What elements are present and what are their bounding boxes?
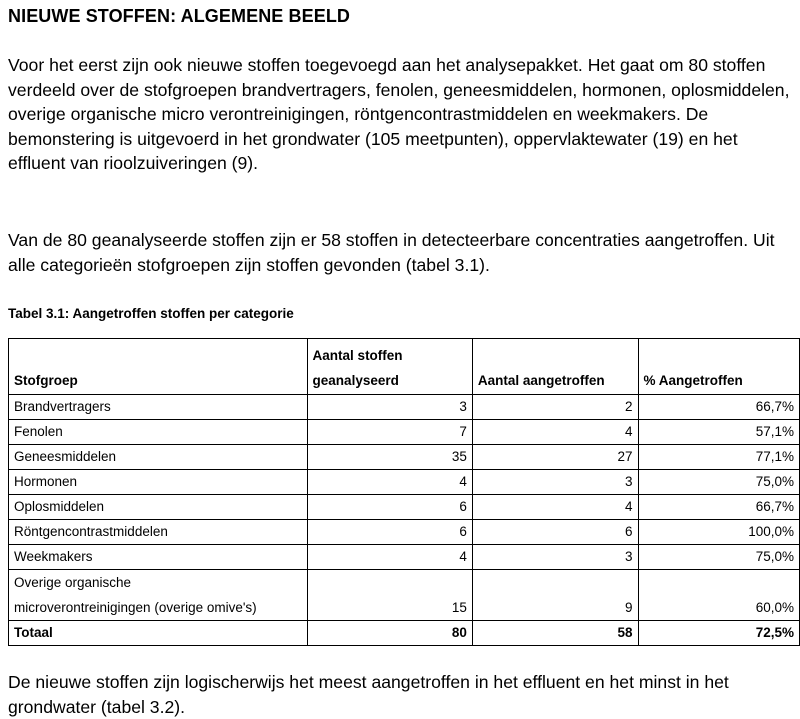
cell-group: Hormonen — [9, 470, 308, 495]
cell-group: Fenolen — [9, 420, 308, 445]
cell-group: Weekmakers — [9, 545, 308, 570]
cell-analysed: 3 — [307, 395, 472, 420]
cell-group: Röntgencontrastmiddelen — [9, 520, 308, 545]
cell-group — [9, 570, 308, 621]
header-analysed-line1: Aantal stoffen — [312, 348, 403, 363]
cell-group-line2: microverontreinigingen (overige omive's) — [14, 600, 257, 615]
table-row — [9, 420, 800, 445]
intro-paragraph: Voor het eerst zijn ook nieuwe stoffen toegevoegd aan het analysepakket. Het gaat om 80 stoffen verdeeld over de stofgroepen brandvertragers, fenolen, geneesmiddelen, hormonen, oplosmiddelen, overige organische micro verontreinigingen, röntgencontrastmiddelen en weekmakers. De bemonstering is uitgevoerd in het grondwater (105 meetpunten), oppervlaktewater (19) en het effluent van rioolzuiveringen (9). — [8, 55, 790, 174]
cell-percentage: 75,0% — [638, 470, 799, 495]
cell-analysed: 35 — [307, 445, 472, 470]
table-row — [9, 570, 800, 621]
cell-group: Brandvertragers — [9, 395, 308, 420]
table-row — [9, 445, 800, 470]
cell-found: 27 — [472, 445, 638, 470]
cell-analysed: 4 — [307, 470, 472, 495]
cell-analysed: 6 — [307, 495, 472, 520]
header-analysed — [307, 339, 472, 395]
table-caption: Tabel 3.1: Aangetroffen stoffen per categorie — [8, 306, 294, 321]
cell-percentage: 66,7% — [638, 495, 799, 520]
total-analysed: 80 — [307, 621, 472, 646]
table-row — [9, 395, 800, 420]
cell-analysed: 4 — [307, 545, 472, 570]
cell-found: 4 — [472, 495, 638, 520]
table-total-row — [9, 621, 800, 646]
section-heading: NIEUWE STOFFEN: ALGEMENE BEELD — [8, 6, 351, 26]
cell-percentage: 77,1% — [638, 445, 799, 470]
cell-group: Oplosmiddelen — [9, 495, 308, 520]
cell-analysed: 6 — [307, 520, 472, 545]
cell-found: 3 — [472, 545, 638, 570]
cell-percentage: 57,1% — [638, 420, 799, 445]
total-label: Totaal — [9, 621, 308, 646]
conclusion-paragraph: De nieuwe stoffen zijn logischerwijs het meest aangetroffen in het effluent en het minst in het grondwater (tabel 3.2). — [8, 672, 729, 717]
substances-table — [8, 338, 800, 646]
cell-found: 3 — [472, 470, 638, 495]
table-row — [9, 545, 800, 570]
cell-found: 4 — [472, 420, 638, 445]
cell-percentage: 66,7% — [638, 395, 799, 420]
cell-percentage: 100,0% — [638, 520, 799, 545]
header-percentage: % Aangetroffen — [638, 339, 799, 395]
cell-percentage: 60,0% — [638, 570, 799, 621]
cell-found: 9 — [472, 570, 638, 621]
total-found: 58 — [472, 621, 638, 646]
cell-analysed: 15 — [307, 570, 472, 621]
header-stofgroep: Stofgroep — [9, 339, 308, 395]
header-found: Aantal aangetroffen — [472, 339, 638, 395]
table-header-row — [9, 339, 800, 395]
results-paragraph: Van de 80 geanalyseerde stoffen zijn er 58 stoffen in detecteerbare concentraties aangetroffen. Uit alle categorieën stofgroepen zijn stoffen gevonden (tabel 3.1). — [8, 230, 775, 275]
header-analysed-line2: geanalyseerd — [312, 373, 399, 388]
cell-group-line1: Overige organische — [14, 575, 132, 590]
cell-group: Geneesmiddelen — [9, 445, 308, 470]
total-percentage: 72,5% — [638, 621, 799, 646]
table-row — [9, 495, 800, 520]
table-row — [9, 520, 800, 545]
cell-analysed: 7 — [307, 420, 472, 445]
table-row — [9, 470, 800, 495]
cell-found: 6 — [472, 520, 638, 545]
cell-percentage: 75,0% — [638, 545, 799, 570]
cell-found: 2 — [472, 395, 638, 420]
